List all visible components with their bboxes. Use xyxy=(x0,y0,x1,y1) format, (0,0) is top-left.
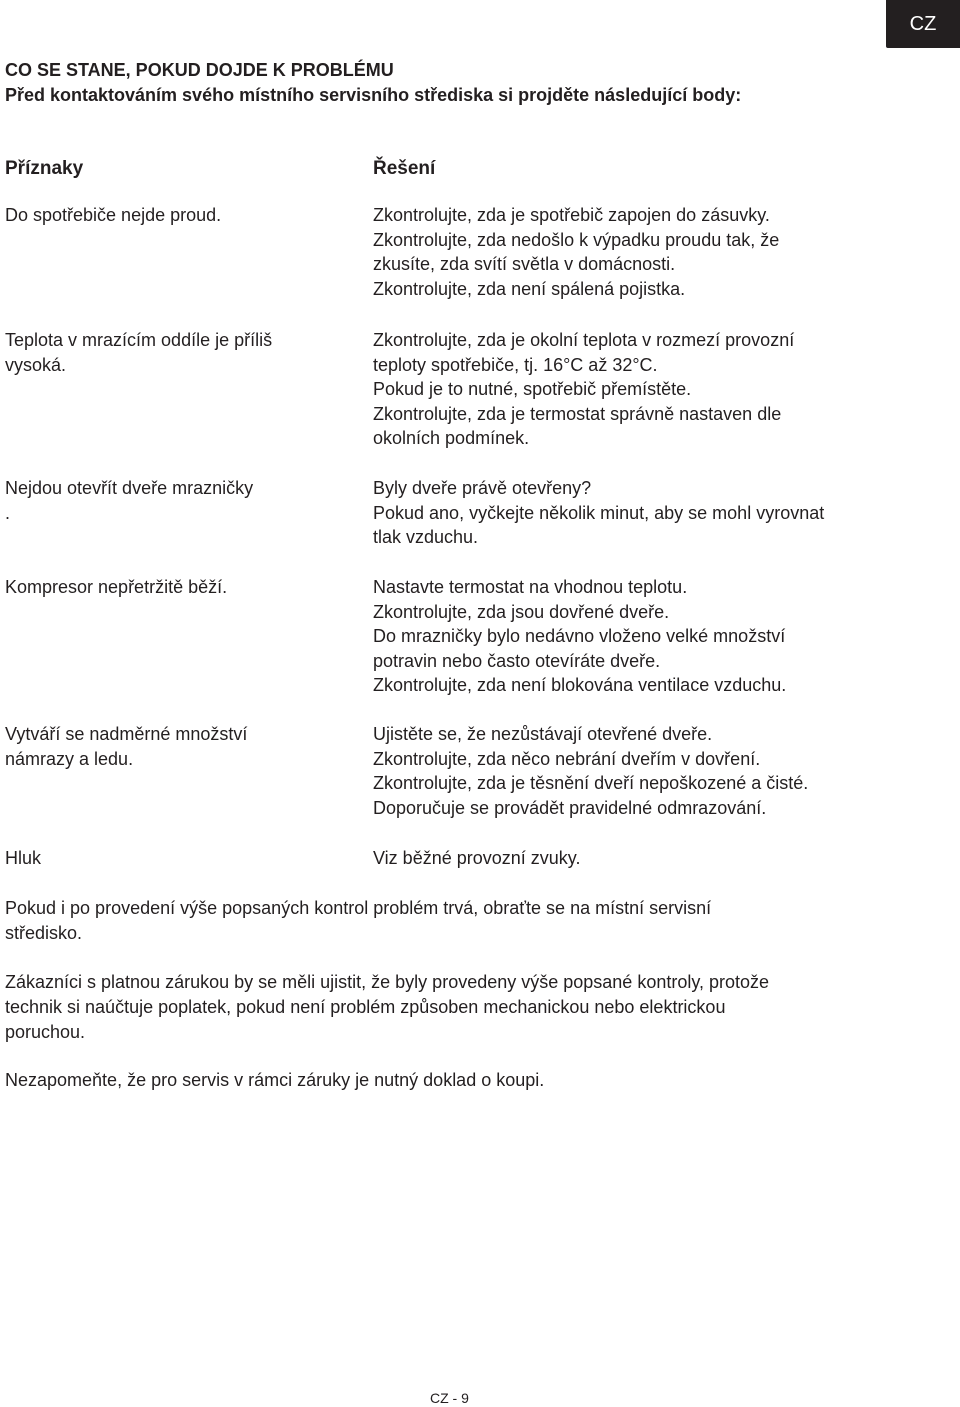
symptom-line: Teplota v mrazícím oddíle je příliš xyxy=(5,330,273,350)
symptom-text xyxy=(5,476,345,525)
symptom-text xyxy=(5,722,345,771)
note-paragraph xyxy=(5,1068,955,1093)
symptom-text xyxy=(5,328,345,377)
solution-line: Nastavte termostat na vhodnou teplotu. xyxy=(373,577,688,597)
solution-line: potravin nebo často otevíráte dveře. xyxy=(373,650,661,671)
paragraph-line: Nezapomeňte, že pro servis v rámci záruky je nutný doklad o koupi. xyxy=(5,1070,545,1090)
symptom-line: Nejdou otevřít dveře mrazničky xyxy=(5,478,254,498)
solution-line: Zkontrolujte, zda je okolní teplota v rozmezí provozní xyxy=(373,330,795,350)
solution-line: Zkontrolujte, zda je těsnění dveří nepoškozené a čisté. xyxy=(373,773,809,794)
solution-line: Pokud je to nutné, spotřebič přemístěte. xyxy=(373,379,692,400)
paragraph-line: Pokud i po provedení výše popsaných kontrol problém trvá, obraťte se na místní servisní xyxy=(5,898,712,918)
symptom-text xyxy=(5,846,345,871)
solution-line: Zkontrolujte, zda něco nebrání dveřím v dovření. xyxy=(373,748,761,769)
solution-text xyxy=(373,476,953,550)
solution-line: tlak vzduchu. xyxy=(373,527,479,548)
solution-line: okolních podmínek. xyxy=(373,428,530,449)
solution-text xyxy=(373,203,953,301)
solution-line: Byly dveře právě otevřeny? xyxy=(373,478,592,498)
solution-text xyxy=(373,722,953,820)
solution-line: Doporučuje se provádět pravidelné odmrazování. xyxy=(373,797,767,818)
page-heading xyxy=(5,58,741,108)
solution-line: Zkontrolujte, zda jsou dovřené dveře. xyxy=(373,601,670,622)
solution-line: Pokud ano, vyčkejte několik minut, aby se mohl vyrovnat xyxy=(373,502,825,523)
solutions-column-header: Řešení xyxy=(373,158,436,179)
symptom-line: Hluk xyxy=(5,848,42,868)
note-paragraph xyxy=(5,896,955,946)
symptom-line: námrazy a ledu. xyxy=(5,748,134,769)
solution-line: zkusíte, zda svítí světla v domácnosti. xyxy=(373,254,676,275)
heading-title: CO SE STANE, POKUD DOJDE K PROBLÉMU xyxy=(5,60,394,80)
paragraph-line: Zákazníci s platnou zárukou by se měli ujistit, že byly provedeny výše popsané kontroly, protože xyxy=(5,972,770,992)
solution-line: Zkontrolujte, zda není blokována ventilace vzduchu. xyxy=(373,675,787,696)
paragraph-line: technik si naúčtuje poplatek, pokud není problém způsoben mechanickou nebo elektrickou xyxy=(5,997,726,1017)
solution-line: Ujistěte se, že nezůstávají otevřené dveře. xyxy=(373,724,713,744)
solution-text xyxy=(373,575,953,698)
symptom-text xyxy=(5,575,345,600)
paragraph-line: poruchou. xyxy=(5,1022,86,1042)
symptom-line: vysoká. xyxy=(5,354,67,375)
symptoms-column-header: Příznaky xyxy=(5,158,84,179)
page-number: CZ - 9 xyxy=(430,1390,469,1406)
symptom-line: . xyxy=(5,502,11,523)
language-tab: CZ xyxy=(886,0,960,48)
symptom-line: Kompresor nepřetržitě běží. xyxy=(5,577,228,597)
symptom-line: Vytváří se nadměrné množství xyxy=(5,724,248,744)
solution-line: Do mrazničky bylo nedávno vloženo velké množství xyxy=(373,626,786,647)
solution-text xyxy=(373,328,953,451)
symptom-text xyxy=(5,203,345,228)
solution-line: Zkontrolujte, zda je spotřebič zapojen do zásuvky. xyxy=(373,205,770,225)
paragraph-line: středisko. xyxy=(5,923,83,943)
note-paragraph xyxy=(5,970,955,1045)
solution-line: Zkontrolujte, zda nedošlo k výpadku proudu tak, že xyxy=(373,229,780,250)
solution-line: Zkontrolujte, zda je termostat správně nastaven dle xyxy=(373,403,782,424)
solution-text xyxy=(373,846,953,871)
heading-subtitle: Před kontaktováním svého místního servisního střediska si projděte následující body: xyxy=(5,85,742,105)
solution-line: Zkontrolujte, zda není spálená pojistka. xyxy=(373,278,686,299)
solution-line: Viz běžné provozní zvuky. xyxy=(373,848,581,868)
symptom-line: Do spotřebiče nejde proud. xyxy=(5,205,222,225)
solution-line: teploty spotřebiče, tj. 16°C až 32°C. xyxy=(373,354,658,375)
